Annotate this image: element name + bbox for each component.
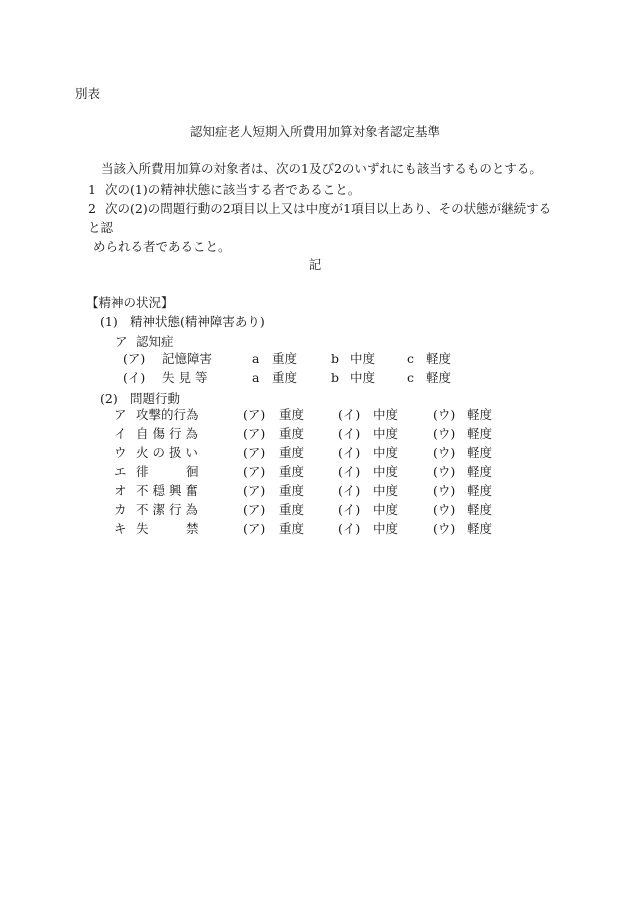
criterion-2 xyxy=(88,199,558,256)
criterion-number: 1 xyxy=(88,182,96,197)
level-severe-text: 重度 xyxy=(272,351,298,366)
level-moderate-text: 中度 xyxy=(373,521,399,536)
level-mild-marker: c xyxy=(407,370,415,385)
level-moderate-marker: (イ) xyxy=(338,483,361,498)
intro-paragraph: 当該入所費用加算の対象者は、次の1及び2のいずれにも該当するものとする。 xyxy=(101,161,542,176)
row-marker: イ xyxy=(114,426,127,441)
subsection-number: (1) xyxy=(100,314,118,329)
level-severe-marker: (ア) xyxy=(243,502,266,517)
row-label: 失 見 等 xyxy=(162,370,208,385)
level-severe-marker: (ア) xyxy=(243,483,266,498)
row-label: 火 の 扱 い xyxy=(136,445,198,460)
row-marker: カ xyxy=(114,502,127,517)
level-mild-marker: c xyxy=(407,351,415,366)
level-mild-text: 軽度 xyxy=(467,521,493,536)
level-moderate-text: 中度 xyxy=(350,370,376,385)
ki-marker: 記 xyxy=(308,257,322,272)
row-label: 攻撃的行為 xyxy=(136,407,199,422)
criterion-text-continuation: められる者であること。 xyxy=(93,239,231,254)
level-mild-marker: (ウ) xyxy=(433,521,456,536)
level-moderate-marker: (イ) xyxy=(338,407,361,422)
level-severe-text: 重度 xyxy=(279,502,305,517)
level-severe-marker: (ア) xyxy=(243,464,266,479)
level-severe-text: 重度 xyxy=(279,483,305,498)
level-severe-text: 重度 xyxy=(279,407,305,422)
criterion-text: 次の(1)の精神状態に該当する者であること。 xyxy=(105,182,361,197)
level-moderate-marker: b xyxy=(331,351,340,366)
level-severe-text: 重度 xyxy=(279,426,305,441)
level-severe-text: 重度 xyxy=(279,445,305,460)
level-mild-marker: (ウ) xyxy=(433,502,456,517)
row-label: 自 傷 行 為 xyxy=(136,426,198,441)
level-severe-marker: (ア) xyxy=(243,521,266,536)
level-mild-text: 軽度 xyxy=(426,370,452,385)
level-mild-text: 軽度 xyxy=(467,483,493,498)
level-mild-marker: (ウ) xyxy=(433,407,456,422)
row-marker: (ア) xyxy=(123,351,146,366)
level-moderate-marker: (イ) xyxy=(338,502,361,517)
level-severe-text: 重度 xyxy=(279,521,305,536)
level-moderate-marker: (イ) xyxy=(338,464,361,479)
level-moderate-text: 中度 xyxy=(350,351,376,366)
level-mild-marker: (ウ) xyxy=(433,445,456,460)
level-moderate-text: 中度 xyxy=(373,445,399,460)
level-severe-marker: (ア) xyxy=(243,407,266,422)
subsection-label: 問題行動 xyxy=(130,391,181,406)
document-title: 認知症老人短期入所費用加算対象者認定基準 xyxy=(189,124,440,139)
row-label: 不 潔 行 為 xyxy=(136,502,198,517)
row-label: 記憶障害 xyxy=(162,351,213,366)
level-mild-text: 軽度 xyxy=(467,445,493,460)
level-severe-marker: a xyxy=(252,351,260,366)
item-kana: ア xyxy=(115,334,128,349)
level-severe-marker: (ア) xyxy=(243,426,266,441)
level-severe-text: 重度 xyxy=(279,464,305,479)
level-mild-text: 軽度 xyxy=(467,464,493,479)
row-marker: エ xyxy=(114,464,127,479)
level-mild-text: 軽度 xyxy=(467,426,493,441)
level-severe-marker: a xyxy=(252,370,260,385)
row-marker: ア xyxy=(114,407,127,422)
criterion-text: 次の(2)の問題行動の2項目以上又は中度が1項目以上あり、その状態が継続すると認 xyxy=(88,201,552,235)
row-label: 不 穏 興 奮 xyxy=(136,483,198,498)
section-heading: 【精神の状況】 xyxy=(86,295,174,310)
row-label: 失 禁 xyxy=(136,521,199,536)
level-moderate-marker: b xyxy=(331,370,340,385)
row-marker: (イ) xyxy=(123,370,146,385)
subsection-label: 精神状態(精神障害あり) xyxy=(130,314,265,329)
level-moderate-text: 中度 xyxy=(373,502,399,517)
level-mild-marker: (ウ) xyxy=(433,426,456,441)
level-mild-text: 軽度 xyxy=(426,351,452,366)
level-moderate-text: 中度 xyxy=(373,483,399,498)
level-mild-marker: (ウ) xyxy=(433,464,456,479)
row-marker: キ xyxy=(114,521,127,536)
level-mild-text: 軽度 xyxy=(467,407,493,422)
annex-label: 別表 xyxy=(75,86,101,101)
level-mild-marker: (ウ) xyxy=(433,483,456,498)
level-moderate-marker: (イ) xyxy=(338,426,361,441)
level-moderate-marker: (イ) xyxy=(338,521,361,536)
item-label: 認知症 xyxy=(136,334,174,349)
level-mild-text: 軽度 xyxy=(467,502,493,517)
criterion-number: 2 xyxy=(88,201,96,216)
level-severe-marker: (ア) xyxy=(243,445,266,460)
level-moderate-marker: (イ) xyxy=(338,445,361,460)
row-marker: ウ xyxy=(114,445,127,460)
subsection-number: (2) xyxy=(100,391,118,406)
level-moderate-text: 中度 xyxy=(373,407,399,422)
row-marker: オ xyxy=(114,483,127,498)
mental-state-heading xyxy=(100,312,265,331)
criterion-1 xyxy=(88,180,360,199)
level-moderate-text: 中度 xyxy=(373,426,399,441)
level-severe-text: 重度 xyxy=(272,370,298,385)
level-moderate-text: 中度 xyxy=(373,464,399,479)
row-label: 徘 徊 xyxy=(136,464,199,479)
